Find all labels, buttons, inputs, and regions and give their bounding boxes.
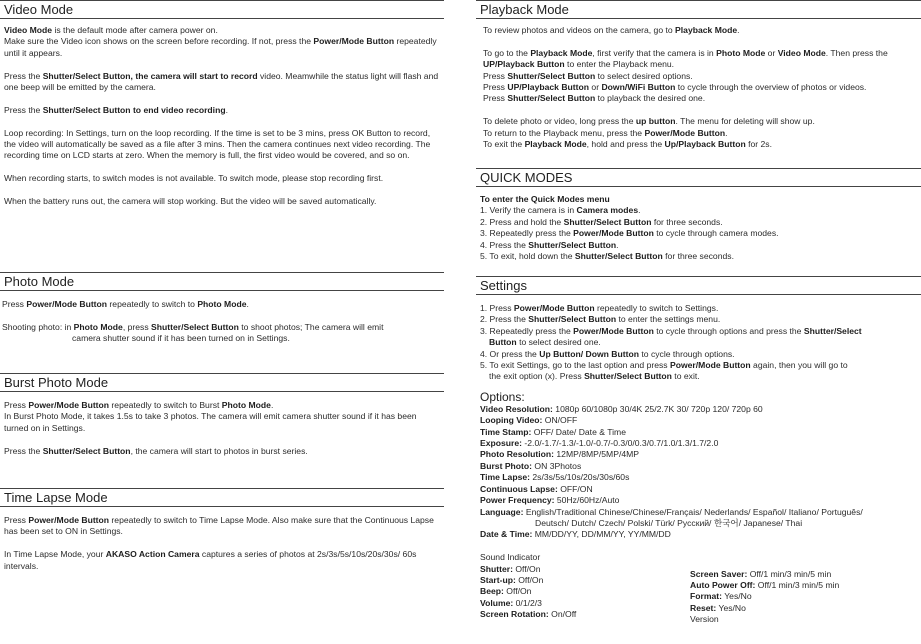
sound-option-4-key: Screen Rotation:	[480, 609, 549, 620]
option-row-4-key: Photo Resolution:	[480, 449, 554, 460]
settings-step-1: 1. Press Power/Mode Button repeatedly to switch to Settings.	[480, 303, 719, 313]
options-title: Options:	[480, 389, 525, 404]
playback-p1: To review photos and videos on the camera, go to Playback Mode.	[483, 25, 740, 35]
playback-p5: Press Shutter/Select Button to playback the desired one.	[483, 93, 706, 104]
playback-mode-title: Playback Mode	[476, 0, 921, 19]
sound-option-0-value: Off/On	[512, 563, 541, 574]
option-row-7	[480, 484, 917, 495]
option-row-8-value: 50Hz/60Hz/Auto	[554, 495, 620, 506]
sound-option-2-key: Beep:	[480, 586, 504, 597]
video-mode-title: Video Mode	[0, 0, 444, 19]
burst-mode-body	[0, 392, 444, 457]
burst-mode-title: Burst Photo Mode	[0, 373, 444, 392]
timelapse-mode-section	[0, 488, 444, 572]
option-row-2-value: OFF/ Date/ Date & Time	[531, 426, 626, 437]
settings-body	[476, 295, 921, 625]
quick-modes-body	[476, 187, 921, 262]
option-row-1	[480, 415, 917, 426]
video-p7: When the battery runs out, the camera will stop working. But the video will be saved automatically.	[4, 196, 377, 207]
quick-subtitle: To enter the Quick Modes menu	[480, 194, 610, 204]
settings-step-2: 2. Press the Shutter/Select Button to enter the settings menu.	[480, 314, 721, 325]
option-row-2-key: Time Stamp:	[480, 426, 532, 437]
option-row-2	[480, 427, 917, 438]
sound-option-2	[480, 586, 576, 597]
options-list	[480, 404, 917, 507]
option-row-5-key: Burst Photo:	[480, 460, 533, 471]
timelapse-mode-title: Time Lapse Mode	[0, 488, 444, 507]
photo-p2-cont: camera shutter sound if it has been turned on in Settings.	[72, 333, 290, 344]
sound-option-2-value: Off/On	[503, 586, 532, 597]
quick-step-2: 2. Press and hold the Shutter/Select Button for three seconds.	[480, 216, 723, 227]
playback-p2: To go to the Playback Mode, first verify that the camera is in Photo Mode or Video Mode. Then press the UP/Playback Button to enter the Playback menu.	[483, 47, 888, 70]
quick-step-4: 4. Press the Shutter/Select Button.	[480, 239, 619, 250]
sound-option-3-value: 0/1/2/3	[513, 597, 542, 608]
video-loop-recording: Loop recording: In Settings, turn on the loop recording. If the time is set to be 3 mins, press OK Button to record, the video will automatically be saved as a file after 3 mins. Then the camera continues next video recording. The recording time on LCD starts at zero. When the memory is full, the first video would be covered, and so on.	[4, 127, 431, 161]
option-row-7-key: Continuous Lapse:	[480, 483, 558, 494]
option-row-4	[480, 449, 917, 460]
playback-mode-section	[476, 0, 921, 150]
option-row-8-key: Power Frequency:	[480, 495, 555, 506]
system-option-4	[690, 614, 839, 625]
system-option-2-value: Yes/No	[722, 591, 752, 602]
quick-step-1: 1. Verify the camera is in Camera modes.	[480, 205, 641, 216]
option-row-0	[480, 404, 917, 415]
option-row-4-value: 12MP/8MP/5MP/4MP	[554, 449, 640, 460]
settings-step-5: 5. To exit Settings, go to the last option and press Power/Mode Button again, then you will go to the exit option (x). Press Shutter/Select Button to exit.	[480, 360, 848, 382]
system-option-3-value: Yes/No	[716, 602, 746, 613]
system-option-0	[690, 569, 839, 580]
sound-option-1-key: Start-up:	[480, 574, 516, 585]
sound-option-4	[480, 609, 576, 620]
system-option-1	[690, 580, 839, 591]
playback-p6: To delete photo or video, long press the up button. The menu for deleting will show up.	[483, 116, 815, 127]
video-p1: Video Mode is the default mode after camera power on.	[4, 25, 218, 35]
option-row-1-value: ON/OFF	[542, 415, 578, 426]
settings-title: Settings	[476, 276, 921, 295]
option-row-7-value: OFF/ON	[557, 483, 593, 494]
system-option-2-key: Format:	[690, 591, 722, 602]
timelapse-p2: In Time Lapse Mode, your AKASO Action Camera captures a series of photos at 2s/3s/5s/10s/20s/30s/ 60s intervals.	[4, 549, 417, 571]
option-row-5-value: ON 3Photos	[532, 460, 582, 471]
burst-mode-section	[0, 373, 444, 457]
settings-section	[476, 276, 921, 625]
quick-step-5: 5. To exit, hold down the Shutter/Select Button for three seconds.	[480, 251, 734, 262]
photo-p1: Press Power/Mode Button repeatedly to switch to Photo Mode.	[2, 299, 249, 309]
system-option-1-value: Off/1 min/3 min/5 min	[755, 579, 840, 590]
option-row-3	[480, 438, 917, 449]
photo-p2: Shooting photo: in Photo Mode, press Shutter/Select Button to shoot photos; The camera will emit	[2, 321, 384, 332]
video-p2: Make sure the Video icon shows on the screen before recording. If not, press the Power/Mode Button repeatedly until it appears.	[4, 36, 437, 58]
video-mode-section	[0, 0, 444, 207]
option-row-3-key: Exposure:	[480, 438, 523, 449]
photo-mode-body	[0, 291, 444, 345]
playback-p8: To exit the Playback Mode, hold and press the Up/Playback Button for 2s.	[483, 139, 772, 150]
system-option-0-key: Screen Saver:	[690, 568, 748, 579]
options-col-b	[690, 569, 839, 626]
quick-modes-title: QUICK MODES	[476, 168, 921, 187]
burst-p1: Press Power/Mode Button repeatedly to switch to Burst Photo Mode.	[4, 400, 274, 410]
burst-p2: In Burst Photo Mode, it takes 1.5s to take 3 photos. The camera will emit camera shutter sound if it has been turned on in Settings.	[4, 411, 417, 433]
video-p6: When recording starts, to switch modes is not available. To switch mode, please stop recording first.	[4, 173, 384, 184]
timelapse-mode-body	[0, 507, 444, 572]
quick-modes-section	[476, 168, 921, 262]
system-option-1-key: Auto Power Off:	[690, 579, 756, 590]
sound-indicator-label: Sound Indicator	[480, 552, 541, 563]
system-option-2	[690, 591, 839, 602]
playback-mode-body	[476, 19, 921, 150]
sound-option-3	[480, 598, 576, 609]
settings-step-4: 4. Or press the Up Button/ Down Button to cycle through options.	[480, 348, 735, 359]
sound-option-1-value: Off/On	[515, 574, 544, 585]
option-row-3-value: -2.0/-1.7/-1.3/-1.0/-0.7/-0.3/0/0.3/0.7/1.0/1.3/1.7/2.0	[522, 438, 719, 449]
playback-p4: Press UP/Playback Button or Down/WiFi Button to cycle through the overview of photos or videos.	[483, 82, 867, 93]
sound-option-4-value: On/Off	[548, 609, 577, 620]
option-row-8	[480, 495, 917, 506]
photo-mode-title: Photo Mode	[0, 272, 444, 291]
options-col-a	[480, 564, 576, 621]
video-p3: Press the Shutter/Select Button, the camera will start to record video. Meamwhile the status light will flash and one beep will be emitted by the camera.	[4, 70, 439, 93]
sound-option-0-key: Shutter:	[480, 563, 513, 574]
option-date-time: Date & Time: MM/DD/YY, DD/MM/YY, YY/MM/DD	[480, 529, 671, 540]
option-row-6	[480, 472, 917, 483]
option-row-6-value: 2s/3s/5s/10s/20s/30s/60s	[530, 472, 630, 483]
option-row-1-key: Looping Video:	[480, 415, 543, 426]
settings-step-3: 3. Repeatedly press the Power/Mode Button to cycle through options and press the Shutter/Select Button to select desired one.	[480, 325, 862, 348]
quick-step-3: 3. Repeatedly press the Power/Mode Button to cycle through camera modes.	[480, 228, 779, 239]
system-option-3-key: Reset:	[690, 602, 717, 613]
burst-p3: Press the Shutter/Select Button, the camera will start to photos in burst series.	[4, 445, 308, 456]
sound-option-3-key: Volume:	[480, 597, 514, 608]
option-row-5	[480, 461, 917, 472]
sound-option-0	[480, 564, 576, 575]
system-option-3	[690, 603, 839, 614]
option-language: Language: English/Traditional Chinese/Chinese/Français/ Nederlands/ Español/ Italiano/ Português/ Deutsch/ Dutch/ Czech/ Polski/ Türk/ Русский/ 한국어/ Japanese/ Thai	[480, 506, 863, 528]
playback-p3: Press Shutter/Select Button to select desired options.	[483, 70, 693, 81]
video-p4: Press the Shutter/Select Button to end video recording.	[4, 104, 228, 115]
options-bottom-grid	[480, 563, 917, 625]
timelapse-p1: Press Power/Mode Button repeatedly to switch to Time Lapse Mode. Also make sure that the Continuous Lapse has been set to ON in Settings.	[4, 515, 434, 537]
system-option-0-value: Off/1 min/3 min/5 min	[747, 568, 832, 579]
system-option-4-value: Version	[690, 614, 719, 625]
option-row-0-key: Video Resolution:	[480, 403, 553, 414]
option-row-6-key: Time Lapse:	[480, 472, 530, 483]
photo-mode-section	[0, 272, 444, 345]
video-mode-body	[0, 19, 444, 207]
option-row-0-value: 1080p 60/1080p 30/4K 25/2.7K 30/ 720p 120/ 720p 60	[552, 403, 763, 414]
playback-p7: To return to the Playback menu, press the Power/Mode Button.	[483, 127, 728, 138]
sound-option-1	[480, 575, 576, 586]
